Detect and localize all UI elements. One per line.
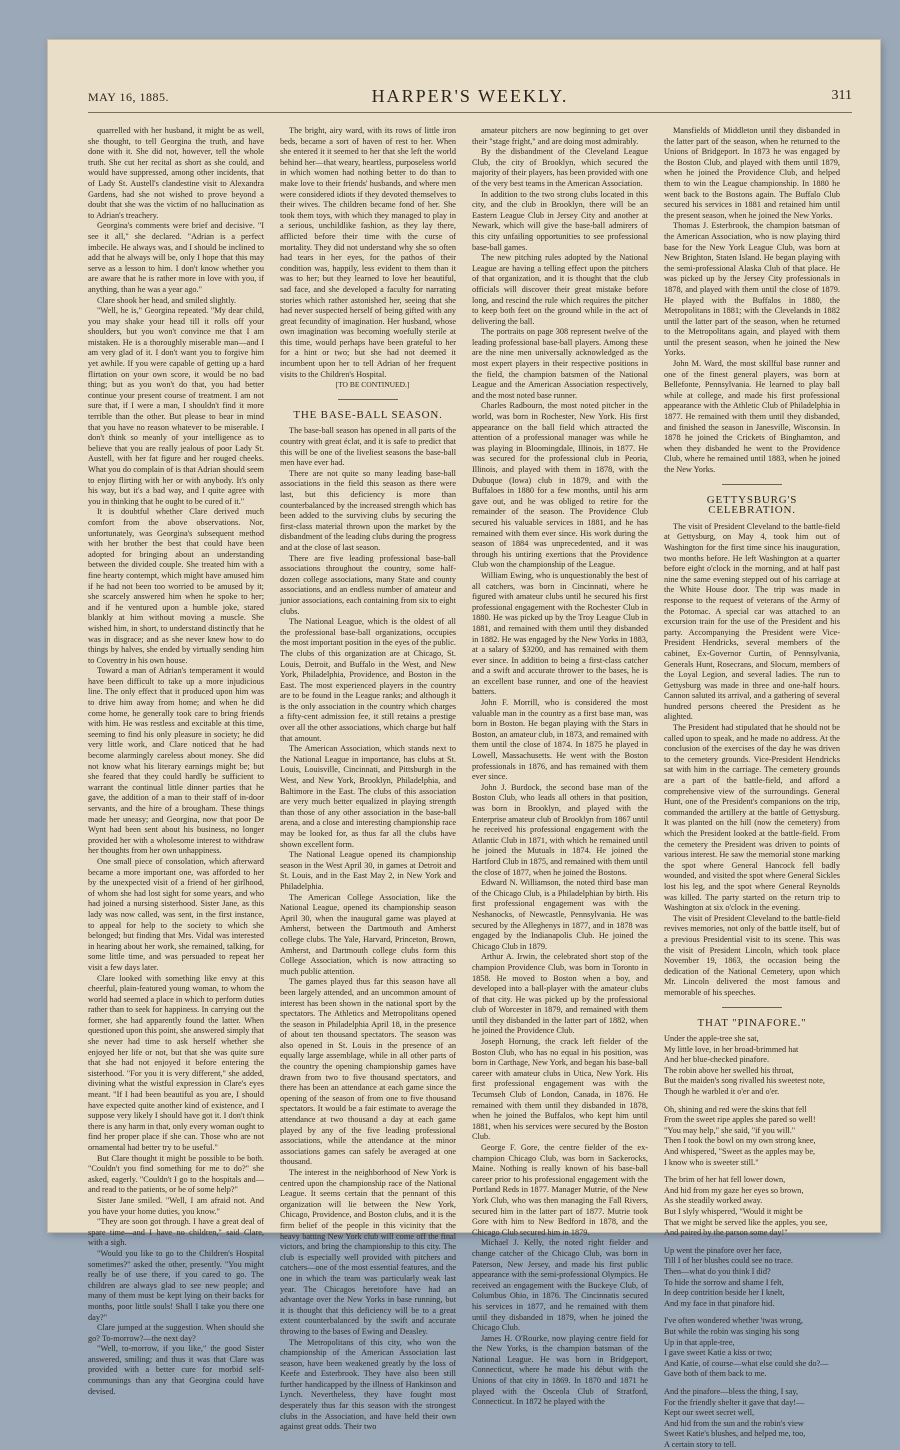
stanza-gap [664,1309,840,1316]
verse-line: In deep contrition beside her I knelt, [664,1288,785,1298]
verse-line: Sweet Katie's blushes, and helped me, too, [664,1429,806,1439]
article-heading-gettysburg: GETTYSBURG'S CELEBRATION. [706,493,798,517]
column-2 [280,126,456,1432]
article-paragraph: The American College Association, like the National League, opened its championship season April 30, when the inaugural game was played at Amherst, between the Dartmouth and Amherst college clubs. The Yale, Harvard, Princeton, Brown, Amherst, and Dartmouth college clubs form this College Association, which is now attracting so much public attention. [280,892,456,976]
verse-line: "You may help," she said, "if you will." [664,1125,796,1135]
verse-line: And paired by the parson some day!" [664,1228,788,1238]
story-paragraph: Clare shook her head, and smiled slightly. [97,295,237,305]
issue-date: MAY 16, 1885. [88,90,169,104]
verse-line: But while the robin was singing his song [664,1326,800,1336]
verse-line: But I slyly whispered, "Would it might be [664,1207,803,1216]
article-paragraph: George F. Gore, the centre fielder of the ex-champion Chicago Club, was born in Sackerocks, Maine. Nothing is really known of his base-ball career prior to his professional engagement with the Portland Reds in 1877. Manager Mutrie, of the New York Club, who was then managing the Fall Rivers, secured him in the latter part of 1877. Mutrie took Gore with him to New Bedford in 1878, and the Chicago Club secured him in 1879. [472,1143,648,1237]
article-paragraph: Mansfields of Middleton until they disbanded in the latter part of the season, when he returned to the Unions of Bridgeport. In 1873 he was engaged by the Boston Club, and played with them until 1879, when he joined the Providence Club, and helped them to win the League championship. In 1880 he went back to the Bostons again. The Buffalo Club secured his services in 1881 and retained him until the present season, when he joined the New Yorks. [664,126,840,220]
verse-line: As she steadily worked away. [664,1196,763,1206]
verse-line: Though he warbled it o'er and o'er. [664,1087,780,1097]
verse-line: That we might be served like the apples, you see, [664,1217,828,1227]
article-paragraph: John M. Ward, the most skillful base runner and one of the finest general players, was born at Bellefonte, Pennsylvania. He learned to play ball while at college, and made his first professional appearance with the Athletic Club of Philadelphia in 1877. He remained with them until they disbanded, and finished the season in Janesville, Wisconsin. In 1878 he joined the Crickets of Binghamton, and when they disbanded he went to the Providence Club, where he remained until 1883, when he joined the New Yorks. [664,359,840,474]
verse-line: And hid from my gaze her eyes so brown, [664,1185,804,1195]
masthead [88,86,852,113]
verse-line: My little love, in her broad-brimmed hat [664,1044,799,1054]
article-paragraph: The new pitching rules adopted by the National League are having a telling effect upon the pitchers of that organization, and it is thought that the club officials will discover their great mistake before long, and rescind the rule which requires the pitcher to keep both feet on the ground while in the act of delivering the ball. [472,253,648,326]
verse-line: The robin above her swelled his throat, [664,1065,794,1075]
verse-line: Up in that apple-tree, [664,1337,735,1347]
column-3 [472,126,648,1407]
article-paragraph: amateur pitchers are now beginning to get over their "stage fright," and are doing most admirably. [472,126,648,146]
verse-line: Under the apple-tree she sat, [664,1034,759,1044]
verse-line: From the sweet ripe apples she pared so well! [664,1115,816,1125]
article-paragraph: Thomas J. Esterbrook, the champion batsman of the American Association, who is now playing third base for the New York League Club, was born at New Brighton, Staten Island. He began playing with the semi-professional Alaska Club of that place. He was picked up by the Jersey City professionals in 1878, and played with them until the close of 1879. He played with the Buffalos in 1880, the Metropolitans in 1881; with the Clevelands in 1882 until the latter part of the season, when he returned to the Metropolitans again, and played with them until the present season, when he joined the New Yorks. [664,221,840,358]
column-4 [664,126,840,1449]
verse-line: Gave both of them back to me. [664,1369,767,1379]
verse-line: Till I of her blushes could see no trace. [664,1256,793,1266]
article-paragraph: The portraits on page 308 represent twelve of the leading professional base-ball players. Among these are the nine men universally acknowledged as the most expert players in their respective positions in the field, the champion batsmen of the National League and the American Association respectively, and the most noted base runner. [472,327,648,400]
article-paragraph: Joseph Hornung, the crack left fielder of the Boston Club, who has no equal in his position, was born in Carthage, New York, and began his base-ball career with amateur clubs in Utica, New York. His first professional engagement was with the Tecumseh Club of London, Canada, in 1876. He remained with them until they disbanded in 1878, when he joined the Buffalos, who kept him until 1881, when his services were secured by the Boston Club. [472,1037,648,1142]
column-1 [88,126,264,1396]
article-paragraph: There are five leading professional base-ball associations throughout the country, some half-dozen college associations, many State and county associations, and an endless number of amateur and junior associations, each containing from six to eight clubs. [280,553,456,616]
article-paragraph: In addition to the two strong clubs located in this city, and the club in Brooklyn, there will be an Eastern League Club in Jersey City and another at Newark, which will give the base-ball admirers of this city unfailing opportunities to see professional base-ball games. [472,189,648,252]
story-paragraph: "Well, he is," Georgina repeated. "My dear child, you may shake your head till it rolls off your shoulders, but you won't convince me that I am mistaken. He is a thoroughly miserable man—and I am very glad of it. I don't want you to forgive him yet awhile. If you were capable of getting up a hard flirtation on your own score, it would be no bad thing; but as you won't do that, you had better continue your present course of treatment. I am not sure that, if I were a man, I shouldn't find it more terrible than the other. But please to bear in mind that you have no reason whatever to be miserable. I don't think so meanly of your intelligence as to believe that you are really jealous of poor Lady St. Austell, with her fat figure and her rouged cheeks. What you do complain of is that Adrian should seem to enjoy flirting with her or with anybody. It's only his way, but it's a bad way, and I quite agree with you in thinking that he ought to be cured of it." [88,306,264,506]
verse-line: But the maiden's song rivalled his sweetest note, [664,1076,825,1086]
verse-line: Then I took the bowl on my own strong knee, [664,1136,816,1146]
newspaper-page [48,40,880,1449]
verse-line: Oh, shining and red were the skins that fell [664,1104,807,1114]
verse-line: I know who is sweeter still." [664,1157,759,1167]
verse-line: Up went the pinafore over her face, [664,1245,782,1255]
story-paragraph: "Would you like to go to the Children's Hospital sometimes?" asked the other, presently. "You might really be of use there, if you cared to go. The children are always glad to see new people; and many of them must be kept lying on their backs for months, poor little souls! Shall I take you there one day?" [88,1248,264,1322]
article-paragraph: By the disbandment of the Cleveland League Club, the city of Brooklyn, which secured the majority of their players, has been provided with one of the very best teams in the American Association. [472,147,648,188]
article-heading-baseball: THE BASE-BALL SEASON. [293,408,443,421]
article-paragraph: The interest in the neighborhood of New York is centred upon the championship race of the National League. It seems certain that the pennant of this organization will lie between the New York, Chicago, Providence, and Boston clubs, and it is the firm belief of the people in this vicinity that the heavy batting New York club will come off the final victors, and bring the championship to this city. The club is especially well provided with pitchers and catchers—one of the most essential features, and the one in which the team was particularly weak last year. The Chicagos heretofore have had an advantage over the New Yorks in base running, but it is thought that this deficiency will be to a great extent counterbalanced by the swift and accurate throwing to the bases of Ewing and Deasley. [280,1168,456,1336]
story-paragraph: "Well, to-morrow, if you like," the good Sister answered, smiling; and thus it was that Clare was provided with a better cure for morbid self-communings than any that Georgina could have devised. [88,1344,264,1396]
verse-line: And hid from the sun and the robin's view [664,1418,804,1428]
article-paragraph: There are not quite so many leading base-ball associations in the field this season as there were last, but this deficiency is more than counterbalanced by the increased strength which has been added to the surviving clubs by securing the first-class material thrown upon the market by the disbandment of the leading clubs during the progress and at the close of last season. [280,468,456,552]
article-paragraph: The President had stipulated that he should not be called upon to speak, and he made no address. At the conclusion of the exercises of the day he was driven to the cemetery grounds. Vice-President Hendricks sat with him in the carriage. The cemetery grounds are a part of the battle-field, and afford a comprehensive view of the surroundings. General Hunt, one of the President's companions on the trip, commanded the artillery at the battle of Gettysburg. It was planted on the hill (now the cemetery) from which the President looked at the battle-field. From the cemetery the President was driven to points of various interest. He saw the memorial stone marking the spot where General Hancock fell badly wounded, and visited the spot where General Sickles lost his leg, and the spot where General Reynolds was killed. The party started on the return trip to Washington at six o'clock in the evening. [664,723,840,913]
article-paragraph: The visit of President Cleveland to the battle-field revives memories, not only of the battle itself, but of a previous Presidential visit to its scene. This was the visit of President Lincoln, which took place November 19, 1863, the occasion being the dedication of the National Cemetery, upon which Mr. Lincoln delivered the most famous and memorable of his speeches. [664,913,840,997]
divider [722,484,782,485]
verse-line: And Katie, of course—what else could she do?— [664,1358,829,1368]
page-number: 311 [831,88,852,103]
story-paragraph: Toward a man of Adrian's temperament it would have been difficult to take up a more injudicious line. The only effect that it produced upon him was to drive him away from home; and when he did come home, he generally took care to bring friends with him. He was restless and excitable at this time, seeming to find his only pleasure in society; he did very little work, and Clare noticed that he had become alarmingly careless about money. She did not know what his literary earnings might be; but she feared that they could hardly be sufficient to warrant the continual little dinner parties that he gave, the addition of a man to their staff of in-door servants, and the hire of a brougham. These things made her uneasy; and Georgina, now that poor De Wynt had been sent about his business, no longer provided her with a wholesome interest to withdraw her thoughts from her own unhappiness. [88,666,264,856]
verse-line: The brim of her hat fell lower down, [664,1175,786,1185]
story-paragraph: quarrelled with her husband, it might be as well, she thought, to tell Georgina the truth, and have done with it. She did not, however, tell the whole truth. She cut her recital as short as she could, and would have suppressed, among other incidents, that of Lady St. Austell's clandestine visit to Alexandra Gardens, had she not wished to prove beyond a doubt that she was the victim of no hallucination as to Adrian's treachery. [88,126,264,220]
stanza-gap [664,1168,840,1175]
story-paragraph: It is doubtful whether Clare derived much comfort from the above observations. Nor, unfortunately, was Georgina's subsequent method with her brother the best that could have been adopted for bringing about an understanding between the divided couple. She treated him with a fine hearty contempt, which might have amused him if he had not been too worried to be amused by it; she scarcely answered him when he spoke to her; and if he ventured upon a humble joke, stared blankly at him without moving a muscle. She wished him, in short, to understand distinctly that he was in disgrace; and as she never knew how to do things by halves, she ended by virtually sending him to Coventry in his own house. [88,507,264,665]
verse-line: Kept our sweet secret well, [664,1408,755,1418]
stanza-gap [664,1239,840,1246]
article-paragraph: William Ewing, who is unquestionably the best of all catchers, was born in Cincinnati, where he figured with amateur clubs until he secured his first professional engagement with the Rochester Club in 1880. He was picked up by the Troy League Club in 1881, and remained with them until they disbanded in 1882. He was engaged by the New Yorks in 1883, at a salary of $3200, and has remained with them ever since. In addition to being a first-class catcher and a swift and accurate thrower to the bases, he is an excellent base runner, and one of the heaviest batters. [472,570,648,697]
verse-line: Then—what do you think I did? [664,1266,771,1276]
story-paragraph: But Clare thought it might be possible to be both. "Couldn't you find something for me to do?" she asked, eagerly. "Couldn't I go to the hospitals and—and read to the patients, or be of some help?" [88,1153,264,1195]
verse-line: And her blue-checked pinafore. [664,1055,770,1065]
verse-line: A certain story to tell. [664,1439,737,1449]
article-paragraph: The Metropolitans of this city, who won the championship of the American Association last season, have been weakened greatly by the loss of Keefe and Esterbrook. They have also been still further handicapped by the illness of Hankinson and Lynch. Nevertheless, they have fought most desperately thus far this season with the strongest clubs in the Association, and have held their own against great odds. Their two [280,1337,456,1432]
article-paragraph: Michael J. Kelly, the noted right fielder and change catcher of the Chicago Club, was born in Paterson, New Jersey, and made his first public appearance with the semi-professional Olympics. He received an engagement with the Buckeye Club, of Columbus Ohio, in 1876. The Cincinnatis secured his services in 1877, and he remained with them until they disbanded in 1879, when he joined the Chicago Club. [472,1238,648,1333]
stanza-gap [664,1098,840,1105]
verse-line: And whispered, "Sweet as the apples may be, [664,1147,816,1157]
article-paragraph: Charles Radbourn, the most noted pitcher in the world, was born in Rochester, New York. His first appearance on the ball field which attracted the attention of a professional manager was while he was playing in Bloomingdale, Illinois, in 1877. He was secured for the professional club in Peoria, Illinois, and played with them in 1878, with the Dubuque (Iowa) club in 1879, and with the Buffaloes in 1880 for a few months, until his arm gave out, and he was obliged to retire for the remainder of the season. The Providence Club secured his valuable services in 1881, and he has remained with them ever since. His work during the season of 1884 was unprecedented, and it was through his untiring exertions that the Providence Club won the championship of the League. [472,401,648,570]
article-paragraph: The base-ball season has opened in all parts of the country with great éclat, and it is safe to predict that this will be one of the liveliest seasons the base-ball men have ever had. [280,426,456,468]
verse-line: And my face in that pinafore hid. [664,1298,775,1308]
verse-line: And the pinafore—bless the thing, I say, [664,1386,799,1396]
article-paragraph: The visit of President Cleveland to the battle-field at Gettysburg, on May 4, took him out of Washington for the first time since his inauguration, two months before. He left Washington at a quarter before eight o'clock in the morning, and at half past nine the same evening stepped out of his carriage at the White House door. The trip was made in response to the request of veterans of the Army of the Potomac. A special car was attached to an excursion train for the use of the President and his party. Accompanying the President were Vice-President Hendricks, several members of the cabinet, Ex-Governor Curtin, of Pennsylvania, Generals Hunt, Rosecrans, and Slocum, members of the Loyal Legion, and several ladies. The run to Gettysburg was made in three and one-half hours. Cannon saluted its arrival, and a gathering of several hundred persons cheered the President as he alighted. [664,521,840,722]
article-paragraph: James H. O'Rourke, now playing centre field for the New Yorks, is the champion batsman of the National League. He was born in Bridgeport, Connecticut, where he made his début with the Unions of that city in 1869. In 1870 and 1871 he played with the Osceola Club of Stratford, Connecticut. In 1872 he played with the [472,1333,648,1407]
story-paragraph: The bright, airy ward, with its rows of little iron beds, became a sort of haven of rest to her. When she entered it it seemed to her that she left the world behind her—that weary, heartless, purposeless world in which women had nothing better to do than to make love to their friends' husbands, and where men were considered idiots if they devoted themselves to their wives. The children became fond of her. She took them toys, with which they managed to play in a serious, unchildlike fashion, as they lay there, afflicted before their time with the curse of mortality. They did not understand why she so often had tears in her eyes, for the pathos of their condition was, happily, less evident to them than it was to her; but they learned to love her beautiful, sad face, and she developed a faculty for narrating stories which rather astonished her, seeing that she had never suspected herself of being gifted with any great fecundity of imagination. Her husband, whose own imagination was becoming woefully sterile at this time, would perhaps have been grateful to her for a hint or two; but she had not deemed it incumbent upon her to tell Adrian of her frequent visits to the Children's Hospital. [280,126,456,379]
verse-line: I've often wondered whether 'twas wrong, [664,1316,803,1326]
article-paragraph: John F. Morrill, who is considered the most valuable man in the country as a first base man, was born in Boston. He began playing with the Stars in Boston, an amateur club, in 1873, and remained with them until the close of 1874. In 1875 he played in Lowell, Massachusetts. He went with the Boston professionals in 1876, and has remained with them ever since. [472,698,648,782]
article-paragraph: Edward N. Williamson, the noted third base man of the Chicago Club, is a Philadelphian by birth. His first professional engagement was with the Neshanocks, of Newcastle, Pennsylvania. He was secured by the Alleghenys in 1877, and in 1878 was engaged by the Indianapolis Club. He joined the Chicago Club in 1879. [472,878,648,951]
story-paragraph: Clare jumped at the suggestion. When should she go? To-morrow?—the next day? [88,1323,264,1343]
poem-heading-pinafore: THAT "PINAFORE." [697,1016,807,1029]
story-paragraph: "They are soon got through. I have a great deal of spare time—and I have no children," said Clare, with a sigh. [88,1217,264,1248]
stanza-gap [664,1380,840,1387]
article-paragraph: The National League opened its championship season in the West April 30, in games at Detroit and St. Louis, and in the East May 2, in New York and Philadelphia. [280,850,456,891]
poem-verse [664,1034,840,1450]
verse-line: I gave sweet Katie a kiss or two; [664,1348,773,1358]
divider [338,399,398,400]
article-paragraph: The American Association, which stands next to the National League in importance, has clubs at St. Louis, Louisville, Cincinnati, and Pittsburgh in the West, and New York, Brooklyn, Philadelphia, and Baltimore in the East. The clubs of this association are very much better equalized in playing strength than those of any other association in the base-ball arena, and a close and interesting championship race may be looked for, as thus far all the clubs have shown excellent form. [280,744,456,849]
publication-title: HARPER'S WEEKLY. [371,86,569,106]
story-paragraph: One small piece of consolation, which afterward became a more important one, was afforded to her by the unexpected visit of a friend of her girlhood, of whom she had lost sight for some years, and who had joined a nursing sisterhood. Sister Jane, as this lady was now called, was sent, in the first instance, to appeal for help to the society to which she belonged; but finding that Mrs. Vidal was interested in hearing about her work, she remained, talking, for some little time, and was persuaded to repeat her visit a few days later. [88,856,264,972]
story-paragraph: Clare looked with something like envy at this cheerful, plain-featured young woman, to whom the world had seemed a place in which to perform duties rather than to seek for happiness. In carrying out the former, she had apparently found the latter. When questioned upon this point, she answered simply that she never had time to ask herself whether she enjoyed her life or not, but that she was quite sure that she had not enjoyed it before entering the sisterhood. "For you it is very different," she added, divining what the wistful expression in Clare's eyes meant. "If I had been beautiful as you are, I should have expected quite another kind of existence, and I suppose very likely I should have got it. I don't think there is any harm in that, only every woman ought to find her proper place if she can. Those who are not ornamental had better try to be useful." [88,973,264,1152]
article-paragraph: The National League, which is the oldest of all the professional base-ball organizations, occupies the most important position in the eyes of the public. The clubs of this organization are at Chicago, St. Louis, Detroit, and Buffalo in the West, and New York, Philadelphia, Providence, and Boston in the East. The most experienced players in the country are to be found in the League ranks; and although it is the only association in the country which charges a fifty-cent admission fee, it still retains a prestige over all the other associations, which charge but half that amount. [280,617,456,743]
verse-line: To hide the sorrow and shame I felt, [664,1277,784,1287]
article-paragraph: The games played thus far this season have all been largely attended, and an uncommon amount of interest has been shown in the national sport by the spectators. The Athletics and Metropolitans opened the season in Philadelphia April 18, in the presence of about ten thousand spectators. The season was also opened in St. Louis in the presence of an equally large assemblage, while in all other parts of the country the opening championship games have drawn from two to five thousand spectators, and there has been an attendance at each game since the opening of the season of from one to five thousand spectators. It would be a fair estimate to average the attendance at two thousand a day at each game played by any of the five leading professional associations, while the attendance at the minor associations games can safely be averaged at one thousand. [280,977,456,1167]
divider [722,1007,782,1008]
article-paragraph: Arthur A. Irwin, the celebrated short stop of the champion Providence Club, was born in Toronto in 1858. He moved to Boston when a boy, and developed into a ball-player with the amateur clubs of that city. He was picked up by the professional club of Worcester in 1879, and remained with them until they disbanded in the latter part of 1882, when he joined the Providence Club. [472,952,648,1036]
story-paragraph: Georgina's comments were brief and decisive. "I see it all," she declared. "Adrian is a perfect imbecile. He always was, and I should be inclined to add that he always will be, only I hope that this may serve as a lesson to him. I don't know whether you are aware that he is rather more in love with you, if anything, than he was a year ago." [88,221,264,294]
article-paragraph: John J. Burdock, the second base man of the Boston Club, who leads all others in that position, was born in Brooklyn, and played with the Enterprise amateur club of Brooklyn from 1867 until he received his professional engagement with the Atlantic Club in 1871, with which he remained until he joined the Mutuals in 1874. He joined the Hartford Club in 1875, and remained with them until the close of 1877, when he joined the Bostons. [472,782,648,877]
verse-line: For the friendly shelter it gave that day!— [664,1397,805,1407]
story-paragraph: Sister Jane smiled. "Well, I am afraid not. And you have your home duties, you know." [88,1195,264,1216]
continued-note: [TO BE CONTINUED.] [335,380,410,390]
